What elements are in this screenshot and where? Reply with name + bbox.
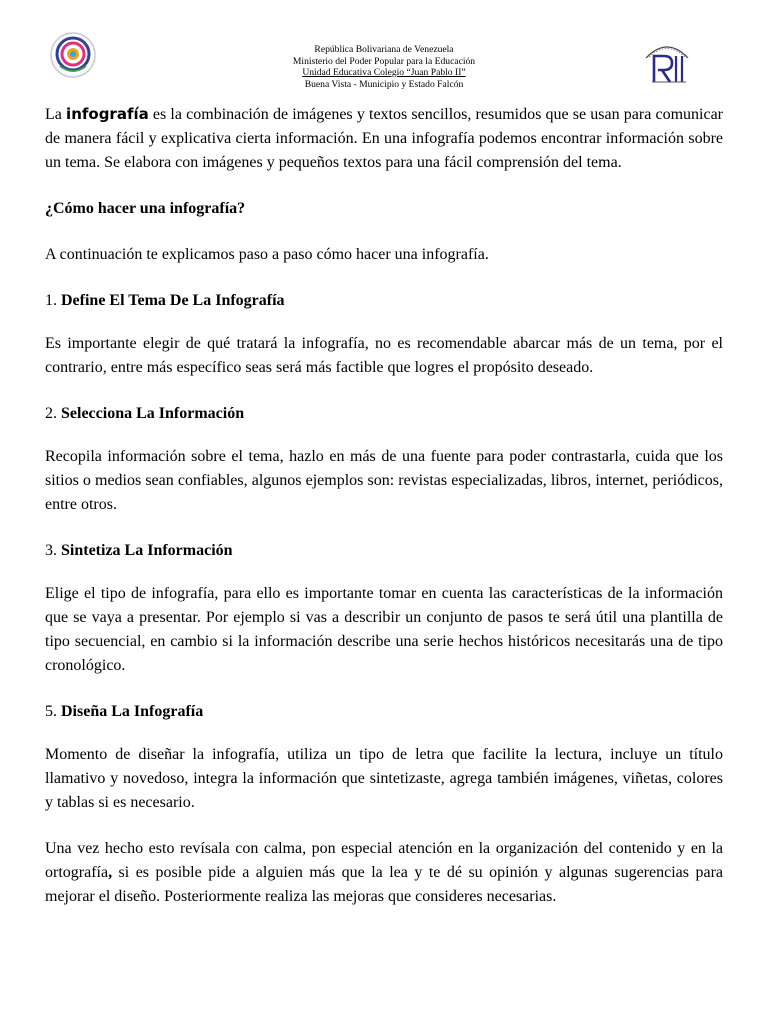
header-country: República Bolivariana de Venezuela	[314, 44, 454, 55]
step-3-heading: 3. Sintetiza La Información	[45, 542, 233, 559]
step-5-text: Momento de diseñar la infografía, utiliza un tipo de letra que facilite la lectura, incluye un título llamativo y novedoso, integra la información que sintetizaste, agrega también imágenes, viñetas, colores y tablas si es necesario.	[45, 746, 723, 811]
header-ministry: Ministerio del Poder Popular para la Educación	[292, 55, 476, 67]
letterhead	[0, 0, 768, 100]
step-5-heading: 5. Diseña La Infografía	[45, 703, 204, 720]
question-heading: ¿Cómo hacer una infografía?	[45, 200, 246, 217]
closing-paragraph: Una vez hecho esto revísala con calma, pon especial atención en la organización del contenido y en la ortografía, si es posible pide a alguien más que la lea y te dé su opinión y algunas sugerencias para mejorar el diseño. Posteriormente realiza las mejoras que consideres necesarias.	[45, 840, 723, 905]
step-3-text: Elige el tipo de infografía, para ello es importante tomar en cuenta las características de la información que se vaya a presentar. Por ejemplo si vas a describir un conjunto de pasos te será útil una plantilla de tipo secuencial, en cambio si la información describe una serie hechos históricos necesitarás una de tipo cronológico.	[45, 585, 723, 674]
step-1-heading: 1. Define El Tema De La Infografía	[45, 292, 285, 309]
step-2-text: Recopila información sobre el tema, hazlo en más de una fuente para poder contrastarla, cuida que los sitios o medios sean confiables, algunos ejemplos son: revistas especializadas, libros, internet, periódicos, entre otros.	[45, 448, 723, 513]
document-body	[45, 102, 723, 909]
header-location: Buena Vista - Municipio y Estado Falcón	[304, 78, 464, 90]
school-emblem-icon	[50, 32, 96, 78]
intro-paragraph: La infografía es la combinación de imágenes y textos sencillos, resumidos que se usan para comunicar de manera fácil y explicativa cierta información. En una infografía podemos encontrar información sobre un tema. Se elabora con imágenes y pequeños textos para una fácil comprensión del tema.	[45, 105, 723, 171]
lead-in-paragraph: A continuación te explicamos paso a paso cómo hacer una infografía.	[45, 246, 489, 263]
letterhead-text	[234, 44, 534, 90]
step-2-heading: 2. Selecciona La Información	[45, 405, 245, 422]
header-school: Unidad Educativa Colegio “Juan Pablo II”	[302, 67, 466, 78]
juan-pablo-ii-seal-icon	[640, 38, 694, 86]
intro-keyword: infografía	[66, 105, 149, 123]
step-1-text: Es importante elegir de qué tratará la infografía, no es recomendable abarcar más de un tema, por el contrario, entre más específico seas será más factible que logres el propósito deseado.	[45, 335, 723, 376]
